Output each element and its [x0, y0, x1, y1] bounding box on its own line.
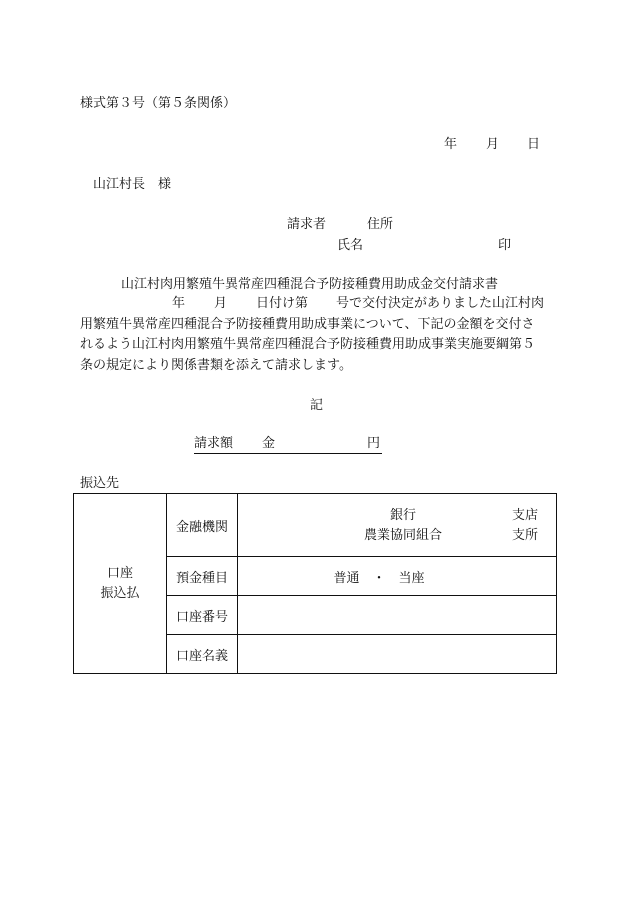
date-year: 年	[444, 137, 458, 152]
document-title: 山江村肉用繁殖牛異常産四種混合予防接種費用助成金交付請求書	[121, 277, 499, 292]
request-body	[80, 294, 555, 376]
account-type-value[interactable]	[238, 557, 557, 596]
account-transfer-header	[74, 494, 167, 674]
amount-label: 請求額	[194, 436, 234, 451]
header-line-1: 口座	[106, 565, 133, 581]
ki-heading: 記	[310, 398, 324, 413]
body-dated: 日付け第	[256, 296, 309, 311]
body-line-1	[80, 294, 555, 315]
form-number: 様式第３号（第５条関係）	[80, 96, 237, 111]
bank-account-table	[73, 493, 557, 674]
body-year: 年	[172, 296, 186, 311]
branch-text: 支店	[512, 508, 539, 523]
bank-text: 銀行	[390, 508, 417, 523]
institution-label: 金融機関	[167, 494, 238, 557]
header-line-2: 振込払	[100, 585, 140, 601]
coop-text: 農業協同組合	[364, 528, 443, 543]
account-name-label: 口座名義	[167, 635, 238, 674]
row-institution	[74, 494, 557, 557]
account-number-label: 口座番号	[167, 596, 238, 635]
institution-value[interactable]	[238, 494, 557, 557]
requester-name-label: 氏名	[337, 238, 364, 253]
body-number-text: 号で交付決定がありました山江村肉	[336, 296, 545, 311]
recipient: 山江村長 様	[93, 177, 172, 192]
account-type-label: 預金種目	[167, 557, 238, 596]
body-line-3: れるよう山江村肉用繁殖牛異常産四種混合予防接種費用助成事業実施要綱第５	[80, 337, 536, 352]
requester-label: 請求者	[287, 217, 327, 232]
amount-yen: 円	[367, 436, 381, 451]
body-month: 月	[214, 296, 228, 311]
date-month: 月	[486, 137, 500, 152]
amount-line	[194, 436, 382, 454]
body-line-4: 条の規定により関係書類を添えて請求します。	[80, 357, 352, 373]
account-number-value[interactable]	[238, 596, 557, 635]
date-day: 日	[527, 137, 541, 152]
account-name-value[interactable]	[238, 635, 557, 674]
requester-address-label: 住所	[367, 217, 394, 232]
amount-kin: 金	[262, 436, 276, 451]
account-type-options: 普通 ・ 当座	[333, 570, 425, 586]
office-text: 支所	[512, 528, 539, 543]
body-line-2: 用繁殖牛異常産四種混合予防接種費用助成事業について、下記の金額を交付さ	[80, 316, 535, 332]
transfer-label: 振込先	[80, 476, 120, 491]
seal-mark: 印	[498, 238, 512, 253]
